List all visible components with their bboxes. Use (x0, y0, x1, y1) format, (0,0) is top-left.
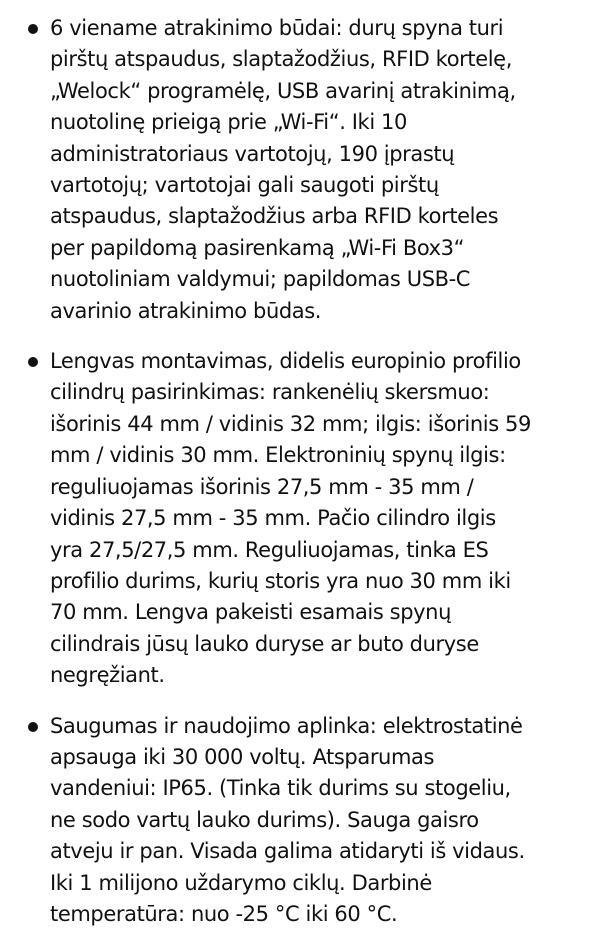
bullet-dot-icon (28, 24, 38, 34)
text-line: vandeniui: IP65. (Tinka tik durims su stogeliu, (50, 776, 511, 801)
text-line: 6 viename atrakinimo būdai: durų spyna turi (50, 16, 504, 40)
bullet-dot-icon (28, 357, 38, 367)
text-line: 70 mm. Lengva pakeisti esamais spynų (50, 600, 451, 625)
text-line: temperatūra: nuo -25 °C iki 60 °C. (50, 901, 398, 926)
text-line: vartotojų; vartotojai gali saugoti pirštų (50, 173, 439, 198)
feature-bullet-list (0, 13, 611, 949)
text-line: atspaudus, slaptažodžius arba RFID korteles (50, 204, 499, 229)
text-line: yra 27,5/27,5 mm. Reguliuojamas, tinka ES (50, 537, 489, 562)
text-line: administratoriaus vartotojų, 190 įprastų (50, 141, 455, 166)
text-line: atveju ir pan. Visada galima atidaryti iš vidaus. (50, 839, 525, 864)
text-line: reguliuojamas išorinis 27,5 mm - 35 mm / (50, 474, 474, 499)
text-line: mm / vidinis 30 mm. Elektroninių spynų ilgis: (50, 443, 506, 468)
text-line: nuotolinę prieigą prie „Wi-Fi“. Iki 10 (50, 110, 407, 135)
text-line: apsauga iki 30 000 voltų. Atsparumas (50, 744, 435, 769)
bullet-safety-environment (0, 711, 611, 931)
text-line: ne sodo vartų lauko durims). Sauga gaisro (50, 807, 479, 832)
text-line: Iki 1 milijono uždarymo ciklų. Darbinė (50, 870, 432, 895)
text-line: nuotoliniam valdymui; papildomas USB-C (50, 267, 471, 292)
text-line: cilindrų pasirinkimas: rankenėlių skersmuo: (50, 380, 490, 405)
text-line: vidinis 27,5 mm - 35 mm. Pačio cilindro ilgis (50, 506, 496, 531)
text-line: cilindrais jūsų lauko duryse ar buto duryse (50, 631, 479, 656)
bullet-installation (0, 346, 611, 691)
bullet-dot-icon (28, 722, 38, 732)
text-line: negręžiant. (50, 663, 165, 688)
text-line: Saugumas ir naudojimo aplinka: elektrostatinė (50, 713, 523, 738)
text-line: Lengvas montavimas, didelis europinio profilio (50, 349, 521, 374)
text-line: išorinis 44 mm / vidinis 32 mm; ilgis: išorinis 59 (50, 411, 531, 436)
text-line: per papildomą pasirenkamą „Wi-Fi Box3“ (50, 235, 465, 260)
bullet-unlock-methods (0, 13, 611, 327)
text-line: pirštų atspaudus, slaptažodžius, RFID kortelę, (50, 47, 512, 72)
text-line: profilio durims, kurių storis yra nuo 30 mm iki (50, 568, 511, 593)
text-line: avarinio atrakinimo būdas. (50, 298, 322, 323)
text-line: „Welock“ programėlę, USB avarinį atrakinimą, (50, 78, 516, 103)
